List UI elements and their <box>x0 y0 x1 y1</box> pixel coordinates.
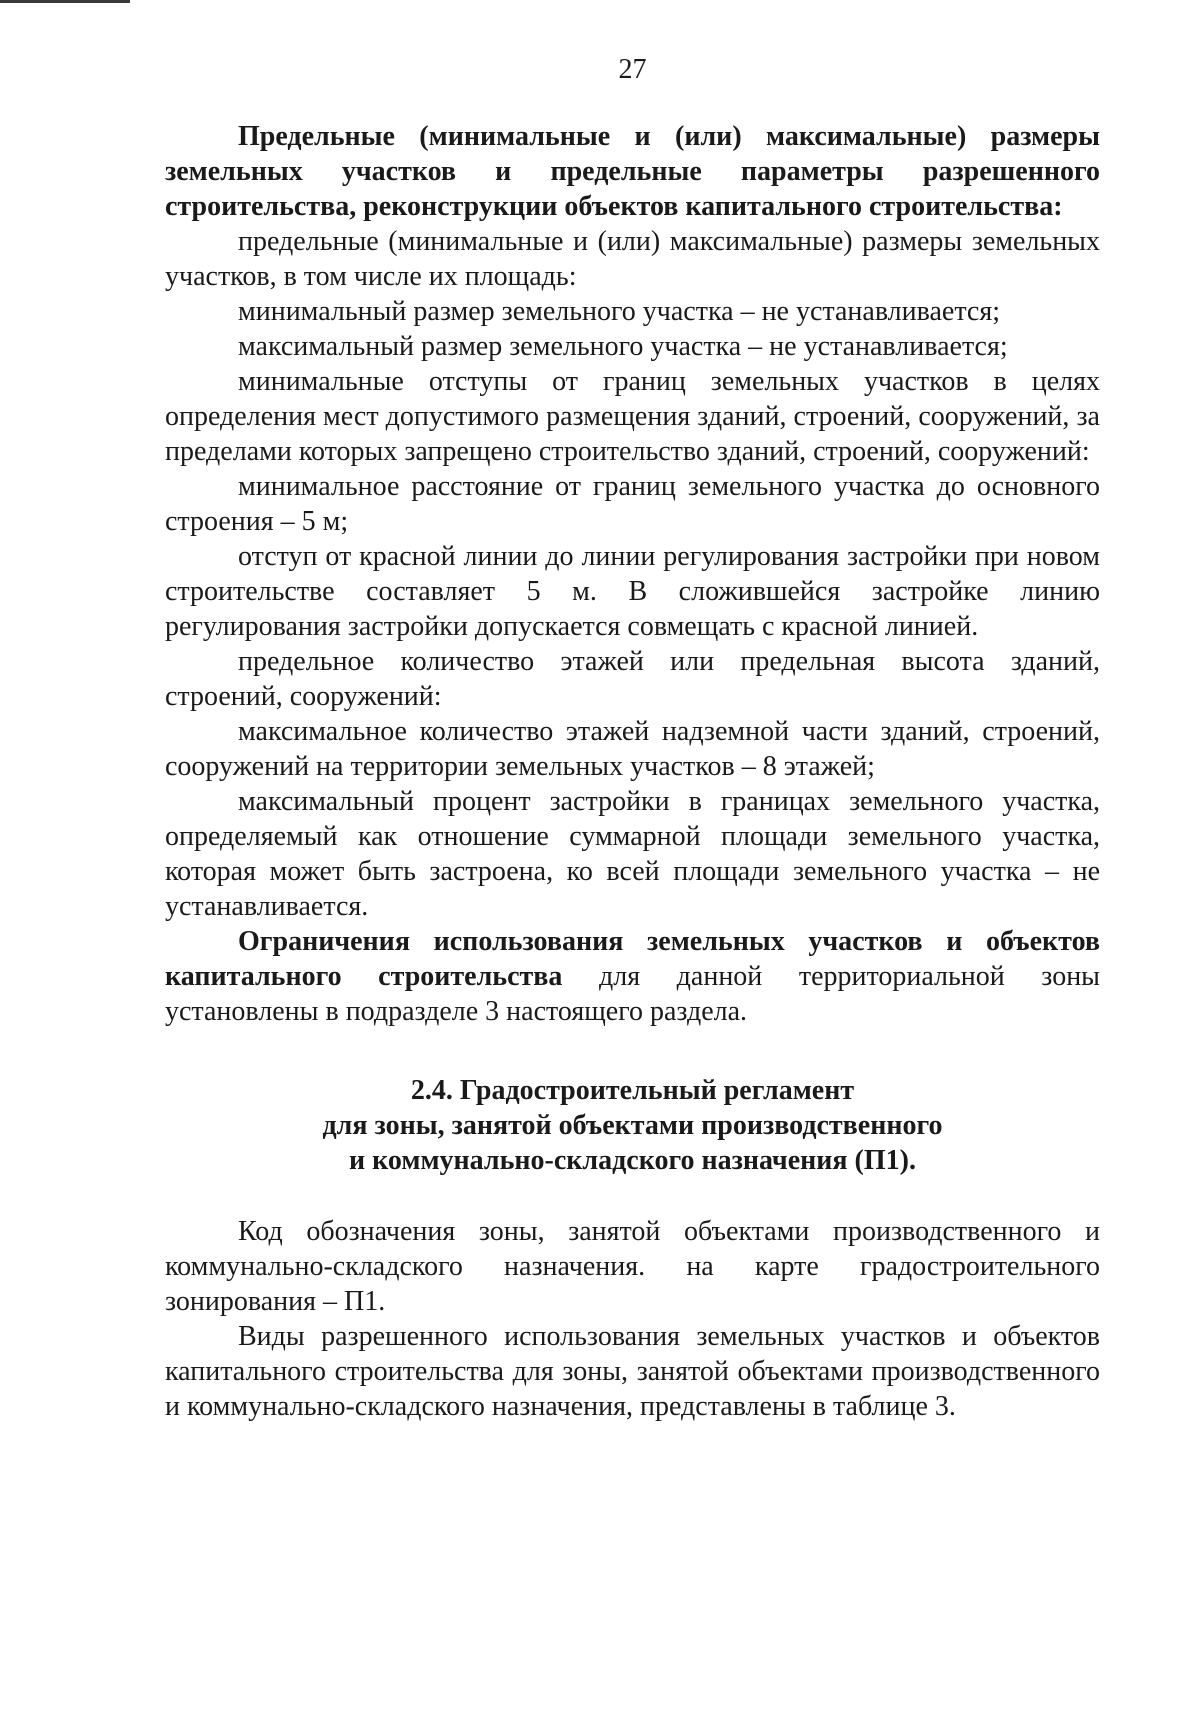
scan-edge-mark <box>0 0 130 3</box>
section-heading-line-2: для зоны, занятой объектами производственного <box>322 1110 943 1141</box>
paragraph-max-size: максимальный размер земельного участка – не устанавливается; <box>238 331 1008 362</box>
restrictions-bold: Ограничения использования земельных участков и объектов капитального строительства <box>165 926 1100 992</box>
page-content <box>165 119 1100 1424</box>
paragraph-build-percent: максимальный процент застройки в границах земельного участка, определяемый как отношение суммарной площади земельного участка, которая может быть застроена, ко всей площади земельного участка – не устанавливается. <box>165 786 1100 922</box>
paragraph-floors-limit: предельное количество этажей или предельная высота зданий, строений, сооружений: <box>165 646 1100 712</box>
paragraph-setbacks: минимальные отступы от границ земельных участков в целях определения мест допустимого размещения зданий, строений, сооружений, за пределами которых запрещено строительство зданий, строений, сооружений: <box>165 366 1100 467</box>
paragraph-plot-sizes: предельные (минимальные и (или) максимальные) размеры земельных участков, в том числе их площадь: <box>165 226 1100 292</box>
paragraph-min-distance: минимальное расстояние от границ земельного участка до основного строения – 5 м; <box>165 471 1100 537</box>
section-heading-line-3: и коммунально-складского назначения (П1). <box>349 1145 916 1176</box>
paragraph-restrictions <box>165 924 1100 1029</box>
section-heading <box>165 1073 1100 1178</box>
paragraph-min-size: минимальный размер земельного участка – не устанавливается; <box>238 296 1001 327</box>
paragraph-max-floors: максимальное количество этажей надземной части зданий, строений, сооружений на территории земельных участков – 8 этажей; <box>165 716 1100 782</box>
parameters-title: Предельные (минимальные и (или) максимальные) размеры земельных участков и предельные параметры разрешенного строительства, реконструкции объектов капитального строительства: <box>165 121 1100 222</box>
paragraph-zone-code: Код обозначения зоны, занятой объектами производственного и коммунально-складского назначения. на карте градостроительного зонирования – П1. <box>165 1216 1100 1317</box>
paragraph-permitted-uses: Виды разрешенного использования земельных участков и объектов капитального строительства для зоны, занятой объектами производственного и коммунально-складского назначения, представлены в таблице 3. <box>165 1321 1100 1422</box>
restrictions-rest: для данной территориальной зоны установлены в подразделе 3 настоящего раздела. <box>165 961 1100 1027</box>
section-heading-line-1: 2.4. Градостроительный регламент <box>410 1075 855 1106</box>
page-number: 27 <box>618 54 647 85</box>
paragraph-red-line: отступ от красной линии до линии регулирования застройки при новом строительстве составляет 5 м. В сложившейся застройке линию регулирования застройки допускается совмещать с красной линией. <box>165 541 1100 642</box>
